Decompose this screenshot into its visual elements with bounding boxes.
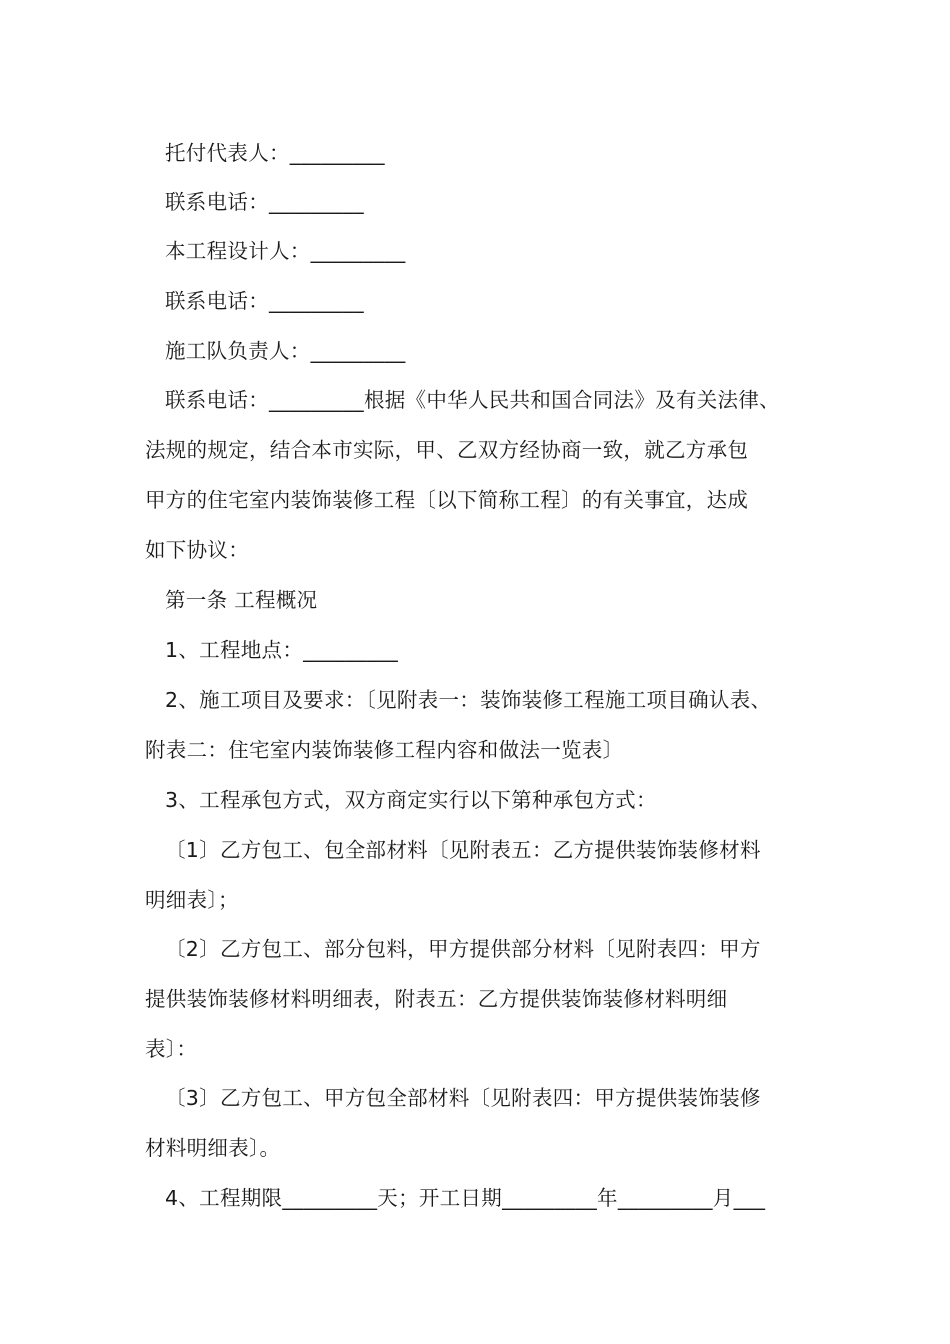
project-duration-line: 4、工程期限_________天；开工日期_________年_________月___ xyxy=(165,1186,766,1210)
project-location-line: 1、工程地点：_________ xyxy=(165,638,399,662)
option-1-line: 〔1〕乙方包工、包全部材料〔见附表五：乙方提供装饰装修材料 xyxy=(165,838,761,862)
contact-phone-line-1: 联系电话：_________ xyxy=(165,190,364,214)
client-representative-line: 托付代表人：_________ xyxy=(165,141,385,165)
body-paragraph-line: 甲方的住宅室内装饰装修工程〔以下简称工程〕的有关事宜，达成 xyxy=(145,488,749,512)
body-paragraph-line: 法规的规定，结合本市实际，甲、乙双方经协商一致，就乙方承包 xyxy=(145,438,749,462)
option-1-line-cont: 明细表〕； xyxy=(145,888,239,912)
designer-line: 本工程设计人：_________ xyxy=(165,239,406,263)
construction-items-line: 2、施工项目及要求：〔见附表一：装饰装修工程施工项目确认表、 xyxy=(165,688,772,712)
body-paragraph-line: 如下协议： xyxy=(145,538,249,562)
contact-phone-line-2: 联系电话：_________ xyxy=(165,289,364,313)
article-one-heading: 第一条 工程概况 xyxy=(165,588,318,612)
contact-phone-line-3: 联系电话：_________根据《中华人民共和国合同法》及有关法律、 xyxy=(165,388,780,412)
construction-team-leader-line: 施工队负责人：_________ xyxy=(165,339,406,363)
option-3-line-cont: 材料明细表〕。 xyxy=(145,1136,281,1160)
option-2-line-cont-2: 表〕： xyxy=(145,1037,198,1061)
option-2-line-cont: 提供装饰装修材料明细表，附表五：乙方提供装饰装修材料明细 xyxy=(145,987,728,1011)
option-2-line: 〔2〕乙方包工、部分包料，甲方提供部分材料〔见附表四：甲方 xyxy=(165,937,761,961)
option-3-line: 〔3〕乙方包工、甲方包全部材料〔见附表四：甲方提供装饰装修 xyxy=(165,1086,761,1110)
contract-method-line: 3、工程承包方式，双方商定实行以下第种承包方式： xyxy=(165,788,657,812)
construction-items-line-cont: 附表二：住宅室内装饰装修工程内容和做法一览表〕 xyxy=(145,738,624,762)
